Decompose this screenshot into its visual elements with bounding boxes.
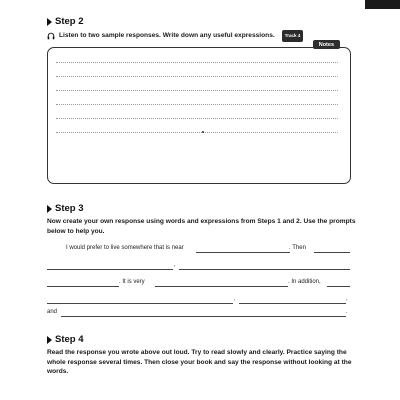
step3-title: Step 3: [55, 203, 84, 214]
blank-line[interactable]: [47, 303, 233, 304]
step4-instruction: Read the response you wrote above out loud. Try to read slowly and clearly. Practice saying the whole response several times. Then close your book and say the response without looking at the words.: [47, 349, 352, 376]
prompt-text: ,: [346, 296, 348, 302]
track-badge[interactable]: Track 4: [282, 30, 304, 42]
headphones-icon: [47, 32, 55, 40]
step4-title: Step 4: [55, 334, 84, 345]
blank-line[interactable]: [196, 252, 290, 253]
note-line: [56, 90, 338, 91]
prompt-text: . It is very: [119, 279, 145, 285]
step3-instruction: Now create your own response using words and expressions from Steps 1 and 2. Use the prompts below to help you.: [47, 218, 356, 235]
blank-line[interactable]: [179, 269, 350, 270]
blank-line[interactable]: [61, 316, 346, 317]
step-arrow-icon: [47, 336, 52, 344]
step2-title: Step 2: [55, 16, 84, 27]
prompt-text: ,: [234, 296, 236, 302]
step2-instruction: Listen to two sample responses. Write down any useful expressions.: [59, 32, 275, 39]
blank-line[interactable]: [239, 303, 346, 304]
step-arrow-icon: [47, 18, 52, 26]
page-corner-tab: [365, 0, 400, 9]
blank-line[interactable]: [155, 286, 288, 287]
notes-tab: Notes: [313, 40, 340, 49]
blank-line[interactable]: [47, 269, 173, 270]
blank-line[interactable]: [314, 252, 350, 253]
step2-heading: [47, 16, 84, 27]
step3-heading: [47, 203, 84, 214]
prompt-text: . In addition,: [288, 279, 321, 285]
prompt-text: ,: [174, 262, 176, 268]
stray-dot: [202, 131, 204, 133]
prompt-text: .: [346, 309, 348, 315]
prompt-text: and: [47, 309, 58, 315]
note-line: [56, 118, 338, 119]
blank-line[interactable]: [327, 286, 350, 287]
note-line: [56, 104, 338, 105]
notes-box[interactable]: [47, 41, 351, 184]
note-line: [56, 62, 338, 63]
step-arrow-icon: [47, 205, 52, 213]
step4-heading: [47, 334, 84, 345]
prompt-text: I would prefer to live somewhere that is near: [66, 245, 184, 251]
note-line: [56, 76, 338, 77]
blank-line[interactable]: [47, 286, 119, 287]
note-line: [56, 132, 338, 133]
prompt-text: . Then: [289, 245, 306, 251]
